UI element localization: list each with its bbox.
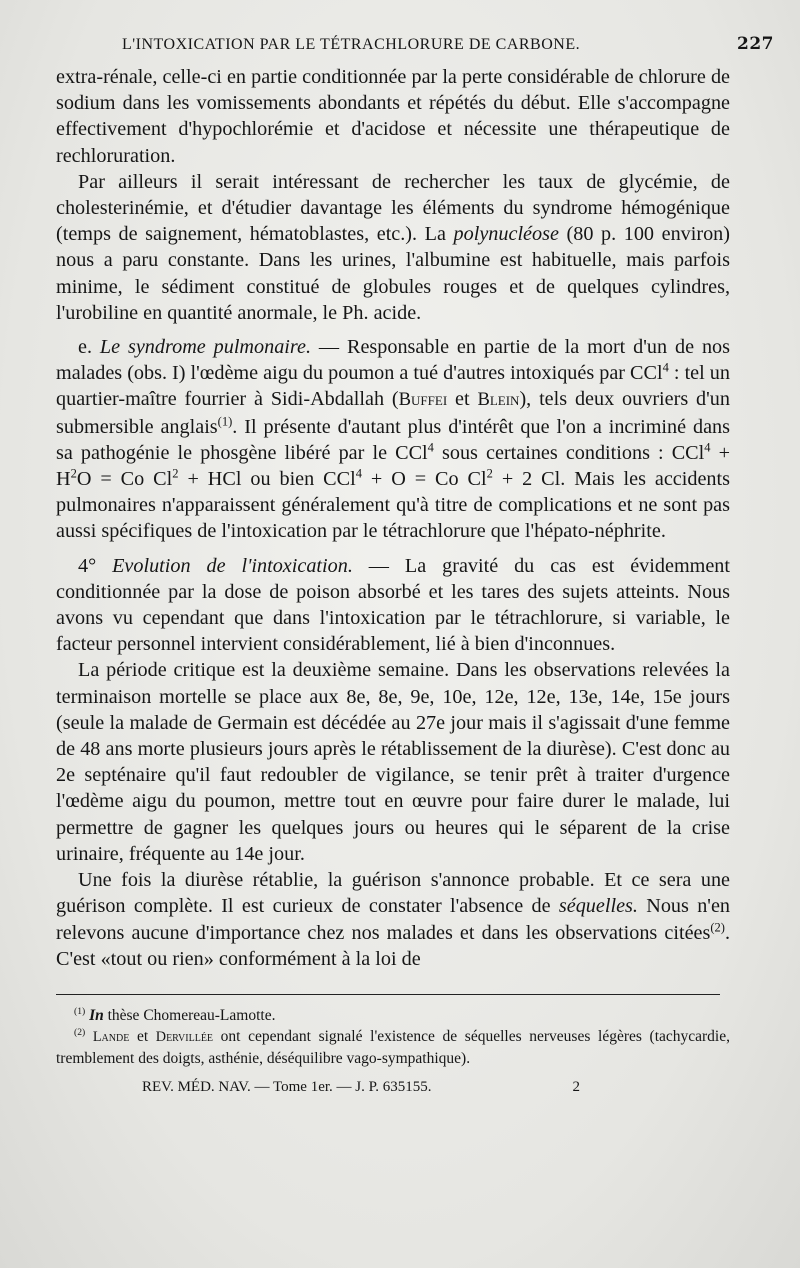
paragraph-2 xyxy=(56,169,730,326)
footnote-1-mark: (1) xyxy=(74,1005,86,1017)
paragraph-3-text-g: + H xyxy=(56,441,730,491)
paragraph-5-text: La période critique est la deuxième semaine. Dans les observations relevées la terminaison mortelle se place aux 8e, 8e, 9e, 10e, 12e, 12e, 13e, 14e, 15e jours (seule la malade de Germain est décédée au 27e jour mais il s'agissait d'une femme de 48 ans morte plusieurs jours après le rétablissement de la diurèse). C'est donc au 2e septénaire qu'il faut redoubler de vigilance, se tenir prêt à traiter d'urgence l'œdème aigu du poumon, mettre tout en œuvre pour faire durer le malade, lui permettre de gagner les quelques jours ou heures qui le séparent de la crise urinaire, fréquente au 14e jour. xyxy=(56,659,730,865)
author-name: Dervillée xyxy=(155,1028,214,1045)
paragraph-3 xyxy=(56,334,730,545)
footnote-2 xyxy=(56,1026,730,1069)
footnote-1-text: thèse Chomereau-Lamotte. xyxy=(103,1006,276,1024)
paragraph-4 xyxy=(56,553,730,658)
paragraph-5 xyxy=(56,657,730,867)
footnote-ref-1: (1) xyxy=(217,413,233,428)
imprint-line xyxy=(56,1079,730,1096)
section-4-heading: Evolution de l'intoxication. xyxy=(112,554,353,577)
footnote-2-text-a: et xyxy=(129,1027,156,1045)
footnotes xyxy=(56,1005,730,1069)
superscript: 4 xyxy=(427,440,434,455)
paragraph-3-text-f: sous certaines conditions : CCl xyxy=(433,441,705,464)
paragraph-3-text-a: — Responsable en partie de la mort d'un de nos malades (obs. I) l'œdème aigu du poumon a tué d'autres intoxiqués par CCl xyxy=(56,336,730,385)
footnote-divider xyxy=(56,994,720,995)
superscript: 4 xyxy=(355,466,362,481)
paragraph-1-text: extra-rénale, celle-ci en partie conditionnée par la perte considérable de chlorure de sodium dans les vomissements abondants et répétés du début. Elle s'accompagne effectivement d'hypochlorémie et d'acidose et nécessite une thérapeutique de rechloruration. xyxy=(56,66,730,167)
paragraph-4-text: — La gravité du cas est évidemment conditionnée par la dose de poison absorbé et les tares des sujets atteints. Nous avons vu cependant que dans l'intoxication par le tétrachlorure, si variable, le facteur personnel intervient considérablement, lié à bien d'inconnues. xyxy=(56,554,731,656)
paragraph-6-text-c: . C'est «tout ou rien» conformément à la loi de xyxy=(56,921,730,970)
paragraph-2-text-a: Par ailleurs il serait intéressant de rechercher les taux de glycémie, de cholesterinémie, et d'étudier davantage les éléments du syndrome hémogénique (temps de saignement, hématoblastes, etc.). La xyxy=(56,170,730,246)
section-e-heading: Le syndrome pulmonaire. xyxy=(99,336,312,359)
author-name: Lande xyxy=(92,1028,130,1045)
paragraph-3-text-k: + 2 Cl. Mais les accidents pulmonaires n'apparaissent généralement qu'à titre de complications et ne sont pas aussi spécifiques de l'intoxication par le tétrachlorure que l'hépato-néphrite. xyxy=(56,468,730,543)
paragraph-3-text-d: ), tels deux ouvriers d'un submersible anglais xyxy=(56,388,730,438)
signature-number: 2 xyxy=(572,1078,580,1095)
page-number: 227 xyxy=(737,34,774,54)
paragraph-6 xyxy=(56,867,730,972)
paragraph-2-italic: polynucléose xyxy=(453,223,559,246)
paragraph-2-text-b: (80 p. 100 environ) nous a paru constante. Dans les urines, l'albumine est habituelle, mais parfois minime, le sédiment constitué de globules rouges et de quelques cylindres, l'urobiline en quantité anormale, le Ph. acide. xyxy=(56,223,730,324)
footnote-1 xyxy=(56,1005,730,1026)
paragraph-3-text-e: . Il présente d'autant plus d'intérêt que l'on a incriminé dans sa pathogénie le phosgène libéré par le CCl xyxy=(56,415,730,464)
footnote-1-italic: In xyxy=(89,1006,104,1024)
superscript: 2 xyxy=(172,466,179,481)
paragraph-3-text-b: : tel un quartier-maître fourrier à Sidi-Abdallah ( xyxy=(56,362,730,411)
paragraph-3-text-i: + HCl ou bien CCl xyxy=(178,468,356,491)
footnote-ref-2: (2) xyxy=(710,919,725,934)
paragraph-6-text-b: Nous n'en relevons aucune d'importance chez nos malades et dans les observations citées xyxy=(56,895,730,944)
section-e-marker: e. xyxy=(78,336,100,359)
paragraph-1 xyxy=(56,64,730,169)
running-head-title: L'INTOXICATION PAR LE TÉTRACHLORURE DE CARBONE. xyxy=(122,36,581,53)
author-name: Blein xyxy=(477,389,520,411)
paragraph-6-italic: séquelles. xyxy=(558,895,638,918)
paragraph-6-text-a: Une fois la diurèse rétablie, la guérison s'annonce probable. Et ce sera une guérison complète. Il est curieux de constater l'absence de xyxy=(56,869,730,918)
paragraph-3-text-c: et xyxy=(447,388,478,411)
paragraph-3-text-j: + O = Co Cl xyxy=(361,468,487,491)
paragraph-3-text-h: O = Co Cl xyxy=(76,468,173,491)
section-4-marker: 4° xyxy=(78,554,113,577)
footnote-2-mark: (2) xyxy=(74,1026,86,1038)
imprint-text: REV. MÉD. NAV. — Tome 1er. — J. P. 635155. xyxy=(142,1078,432,1095)
superscript: 4 xyxy=(662,360,669,375)
author-name: Buffei xyxy=(398,389,448,411)
running-head xyxy=(122,34,774,54)
body-text xyxy=(56,64,730,972)
superscript: 4 xyxy=(704,440,711,455)
superscript: 2 xyxy=(70,466,77,481)
footnote-2-text-b: ont cependant signalé l'existence de séquelles nerveuses légères (tachycardie, tremblement des doigts, asthénie, déséquilibre vago-sympathique). xyxy=(56,1027,730,1067)
superscript: 2 xyxy=(486,466,493,481)
